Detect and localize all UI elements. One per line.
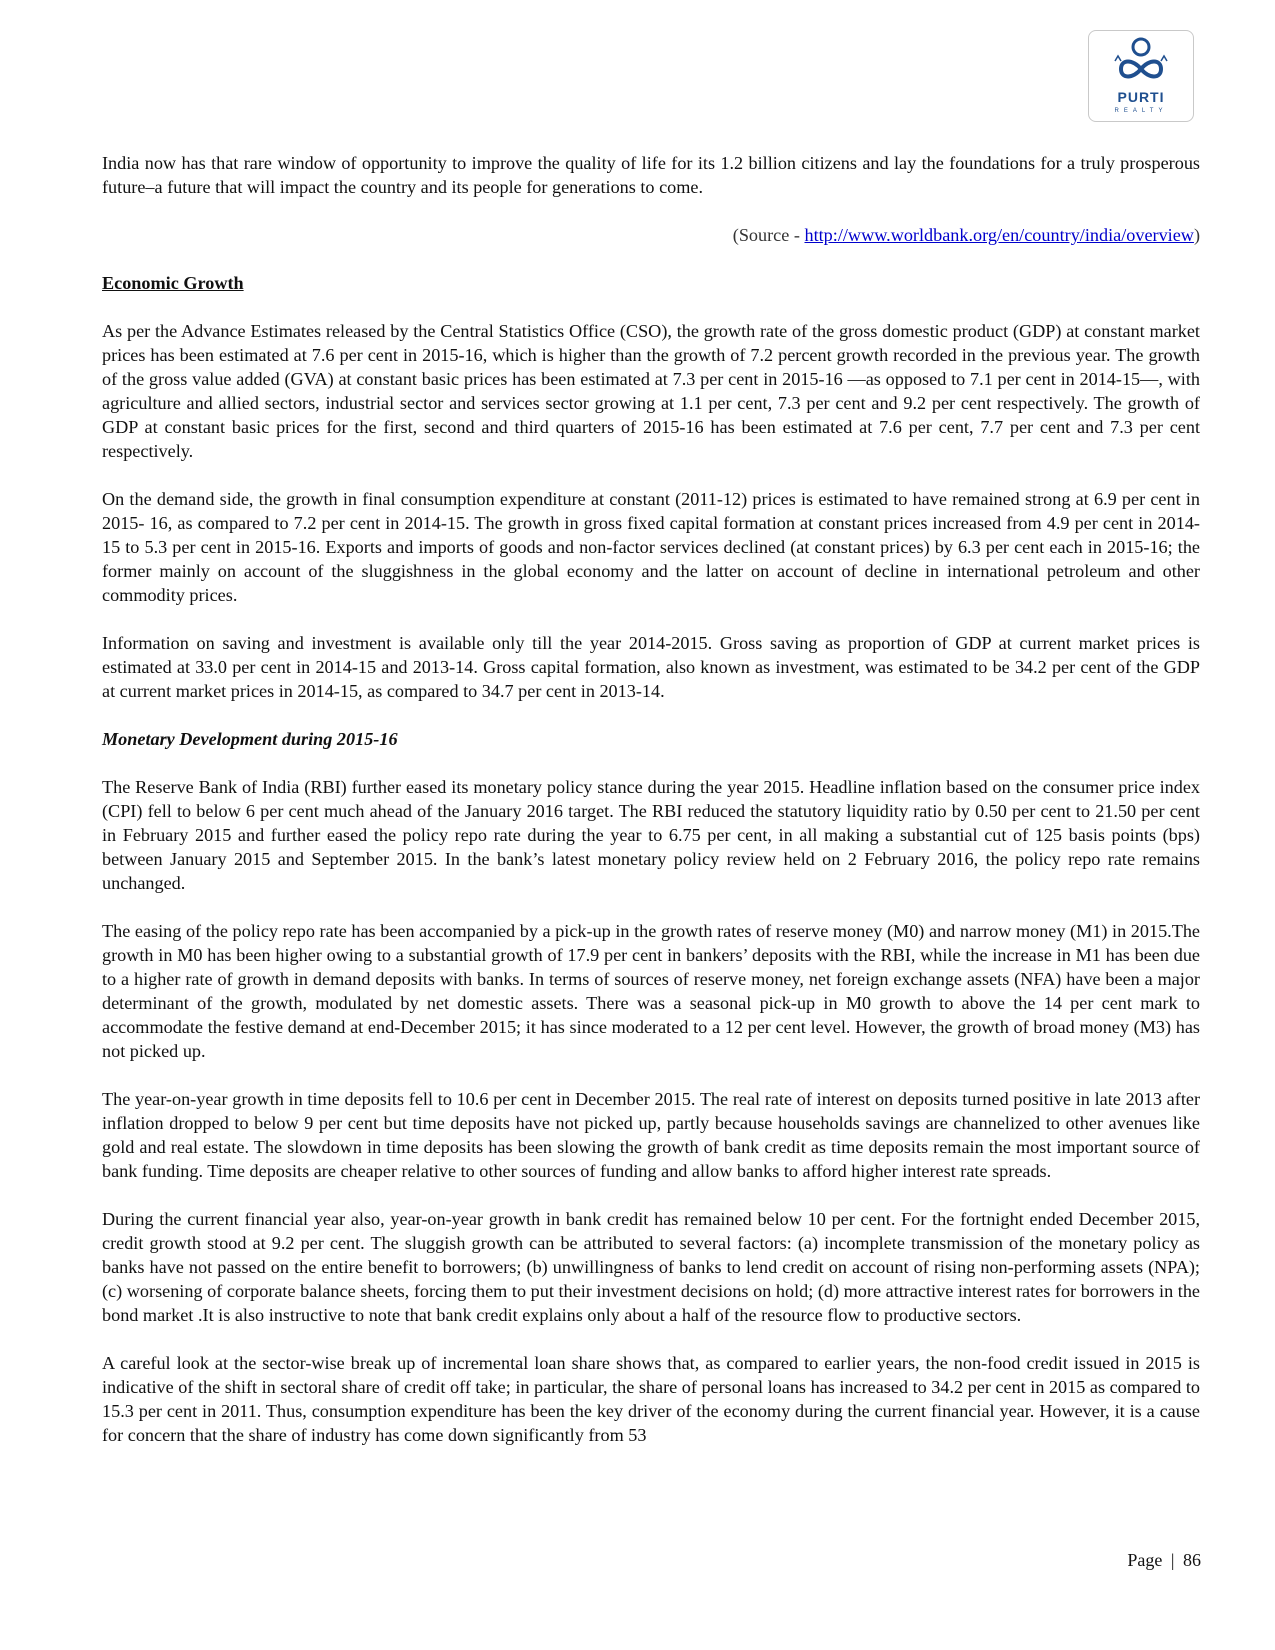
paragraph: The Reserve Bank of India (RBI) further eased its monetary policy stance during the year 2015. Headline inflation based on the consumer price index (CPI) fell to below 6 per cent much ahead of the January 2016 target. The RBI reduced the statutory liquidity ratio by 0.50 per cent to 21.50 per cent in February 2015 and further eased the policy repo rate during the year to 6.75 per cent, in all making a substantial cut of 125 basis points (bps) between January 2015 and September 2015. In the bank’s latest monetary policy review held on 2 February 2016, the policy repo rate remains unchanged.	[102, 777, 1200, 893]
document-body	[102, 151, 1200, 1471]
page-footer	[1127, 1550, 1201, 1571]
logo-wordmark: PURTI	[1117, 89, 1165, 105]
page-number: 86	[1183, 1550, 1201, 1570]
paragraph: A careful look at the sector-wise break up of incremental loan share shows that, as compared to earlier years, the non-food credit issued in 2015 is indicative of the shift in sectoral share of credit off take; in particular, the share of personal loans has increased to 34.2 per cent in 2015 as compared to 15.3 per cent in 2011. Thus, consumption expenditure has been the key driver of the economy during the current financial year. However, it is a cause for concern that the share of industry has come down significantly from 53	[102, 1353, 1200, 1445]
logo-subtitle: REALTY	[1114, 108, 1168, 114]
infinity-logo-icon	[1089, 31, 1193, 91]
source-suffix: )	[1193, 225, 1200, 245]
paragraph: The year-on-year growth in time deposits fell to 10.6 per cent in December 2015. The real rate of interest on deposits turned positive in late 2013 after inflation dropped to below 9 per cent but time deposits have not picked up, partly because households savings are channelized to other avenues like gold and real estate. The slowdown in time deposits has been slowing the growth of bank credit as time deposits remain the most important source of bank funding. Time deposits are cheaper relative to other sources of funding and allow banks to afford higher interest rate spreads.	[102, 1089, 1200, 1181]
paragraph: Information on saving and investment is available only till the year 2014-2015. Gross saving as proportion of GDP at current market prices is estimated at 33.0 per cent in 2014-15 and 2013-14. Gross capital formation, also known as investment, was estimated to be 34.2 per cent of the GDP at current market prices in 2014-15, as compared to 34.7 per cent in 2013-14.	[102, 633, 1200, 701]
source-link[interactable]: http://www.worldbank.org/en/country/india/overview	[804, 225, 1194, 245]
paragraph: As per the Advance Estimates released by the Central Statistics Office (CSO), the growth rate of the gross domestic product (GDP) at constant market prices has been estimated at 7.6 per cent in 2015-16, which is higher than the growth of 7.2 percent growth recorded in the previous year. The growth of the gross value added (GVA) at constant basic prices has been estimated at 7.3 per cent in 2015-16 —as opposed to 7.1 per cent in 2014-15—, with agriculture and allied sectors, industrial sector and services sector growing at 1.1 per cent, 7.3 per cent and 9.2 per cent respectively. The growth of GDP at constant basic prices for the first, second and third quarters of 2015-16 has been estimated at 7.6 per cent, 7.7 per cent and 7.3 per cent respectively.	[102, 321, 1200, 461]
section-heading-monetary-development: Monetary Development during 2015-16	[102, 729, 398, 749]
company-logo	[1088, 30, 1194, 122]
intro-paragraph: India now has that rare window of opportunity to improve the quality of life for its 1.2 billion citizens and lay the foundations for a truly prosperous future–a future that will impact the country and its people for generations to come.	[102, 153, 1200, 197]
page-label: Page	[1127, 1550, 1163, 1570]
paragraph: The easing of the policy repo rate has been accompanied by a pick-up in the growth rates of reserve money (M0) and narrow money (M1) in 2015.The growth in M0 has been higher owing to a substantial growth of 17.9 per cent in bankers’ deposits with the RBI, while the increase in M1 has been due to a higher rate of growth in demand deposits with banks. In terms of sources of reserve money, net foreign exchange assets (NFA) have been a major determinant of the growth, modulated by net domestic assets. There was a seasonal pick-up in M0 growth to above the 14 per cent mark to accommodate the festive demand at end-December 2015; it has since moderated to a 12 per cent level. However, the growth of broad money (M3) has not picked up.	[102, 921, 1200, 1061]
paragraph: During the current financial year also, year-on-year growth in bank credit has remained below 10 per cent. For the fortnight ended December 2015, credit growth stood at 9.2 per cent. The sluggish growth can be attributed to several factors: (a) incomplete transmission of the monetary policy as banks have not passed on the entire benefit to borrowers; (b) unwillingness of banks to lend credit on account of rising non-performing assets (NPA); (c) worsening of corporate balance sheets, forcing them to put their investment decisions on hold; (d) more attractive interest rates for borrowers in the bond market .It is also instructive to note that bank credit explains only about a half of the resource flow to productive sectors.	[102, 1209, 1200, 1325]
page-separator: |	[1170, 1550, 1175, 1570]
paragraph: On the demand side, the growth in final consumption expenditure at constant (2011-12) prices is estimated to have remained strong at 6.9 per cent in 2015- 16, as compared to 7.2 per cent in 2014-15. The growth in gross fixed capital formation at constant prices increased from 4.9 per cent in 2014-15 to 5.3 per cent in 2015-16. Exports and imports of goods and non-factor services declined (at constant prices) by 6.3 per cent each in 2015-16; the former mainly on account of the sluggishness in the global economy and the latter on account of decline in international petroleum and other commodity prices.	[102, 489, 1200, 605]
source-prefix: (Source -	[732, 225, 805, 245]
section-heading-economic-growth: Economic Growth	[102, 273, 244, 293]
source-citation	[102, 223, 1200, 247]
